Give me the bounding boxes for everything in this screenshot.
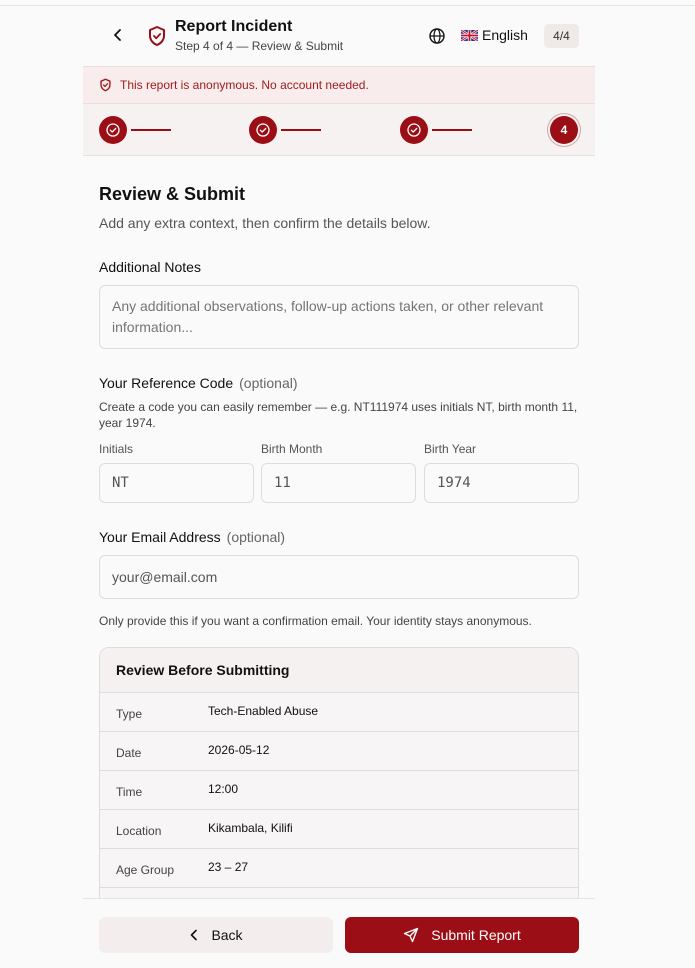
step-connector <box>432 129 472 131</box>
check-circle-icon <box>406 122 422 138</box>
initials-input[interactable]: NT <box>99 463 254 503</box>
birth-month-input[interactable]: 11 <box>261 463 416 503</box>
reference-code-hint: Create a code you can easily remember — e.g. NT111974 uses initials NT, birth month 11, year 1974. <box>99 400 578 430</box>
review-card-title: Review Before Submitting <box>100 648 578 693</box>
email-hint: Only provide this if you want a confirmation email. Your identity stays anonymous. <box>99 614 532 628</box>
reference-code-label-text: Your Reference Code <box>99 375 234 391</box>
review-key: Age Group <box>116 863 175 877</box>
header <box>83 6 595 66</box>
shield-icon <box>147 25 167 47</box>
check-circle-icon <box>255 122 271 138</box>
review-summary-card <box>99 647 579 907</box>
language-label: English <box>482 27 528 43</box>
step-counter-badge: 4/4 <box>544 24 579 48</box>
submit-report-button[interactable] <box>345 917 579 953</box>
section-heading: Review & Submit <box>99 184 246 204</box>
chevron-left-icon <box>112 28 124 42</box>
birth-year-input[interactable]: 1974 <box>424 463 579 503</box>
section-lead: Add any extra context, then confirm the details below. <box>99 215 431 231</box>
step-indicator <box>83 104 595 156</box>
submit-button-label: Submit Report <box>431 927 521 943</box>
chevron-left-icon <box>189 929 199 941</box>
uk-flag-icon <box>461 30 478 41</box>
initials-label: Initials <box>99 442 134 456</box>
step-connector <box>131 129 171 131</box>
reference-code-label <box>99 375 298 391</box>
review-value: Kikambala, Kilifi <box>208 821 293 835</box>
review-key: Type <box>116 707 143 721</box>
notes-label: Additional Notes <box>99 259 201 275</box>
page-title: Report Incident <box>175 18 293 35</box>
review-row <box>100 693 578 732</box>
step-connector <box>281 129 321 131</box>
back-button[interactable] <box>99 917 333 953</box>
email-input[interactable]: your@email.com <box>99 555 579 599</box>
email-label-text: Your Email Address <box>99 529 221 545</box>
anonymous-banner <box>83 66 595 104</box>
review-row <box>100 732 578 771</box>
check-circle-icon <box>105 122 121 138</box>
back-button-label: Back <box>211 927 243 943</box>
birth-month-label: Birth Month <box>261 442 323 456</box>
step-2-complete <box>249 116 277 144</box>
email-label <box>99 529 285 545</box>
review-key: Time <box>116 785 143 799</box>
review-row <box>100 849 578 888</box>
birth-year-label: Birth Year <box>424 442 477 456</box>
report-app <box>83 6 595 968</box>
step-3-complete <box>400 116 428 144</box>
review-row <box>100 771 578 810</box>
optional-tag: (optional) <box>239 375 298 391</box>
review-row <box>100 810 578 849</box>
step-1-complete <box>99 116 127 144</box>
page-subtitle: Step 4 of 4 — Review & Submit <box>175 39 344 53</box>
globe-icon[interactable] <box>428 27 446 45</box>
send-icon <box>403 927 419 943</box>
step-4-current: 4 <box>550 116 578 144</box>
optional-tag: (optional) <box>226 529 286 545</box>
additional-notes-textarea[interactable] <box>99 285 579 349</box>
back-arrow-button[interactable] <box>107 24 129 46</box>
banner-text: This report is anonymous. No account needed. <box>120 78 369 92</box>
review-value: 2026-05-12 <box>208 743 270 757</box>
review-value: Tech-Enabled Abuse <box>208 704 319 718</box>
review-key: Date <box>116 746 142 760</box>
review-key: Location <box>116 824 162 838</box>
footer-actions <box>83 898 595 968</box>
shield-icon <box>99 78 112 92</box>
review-value: 23 – 27 <box>208 860 249 874</box>
review-value: 12:00 <box>208 782 239 796</box>
language-selector[interactable] <box>461 27 528 43</box>
